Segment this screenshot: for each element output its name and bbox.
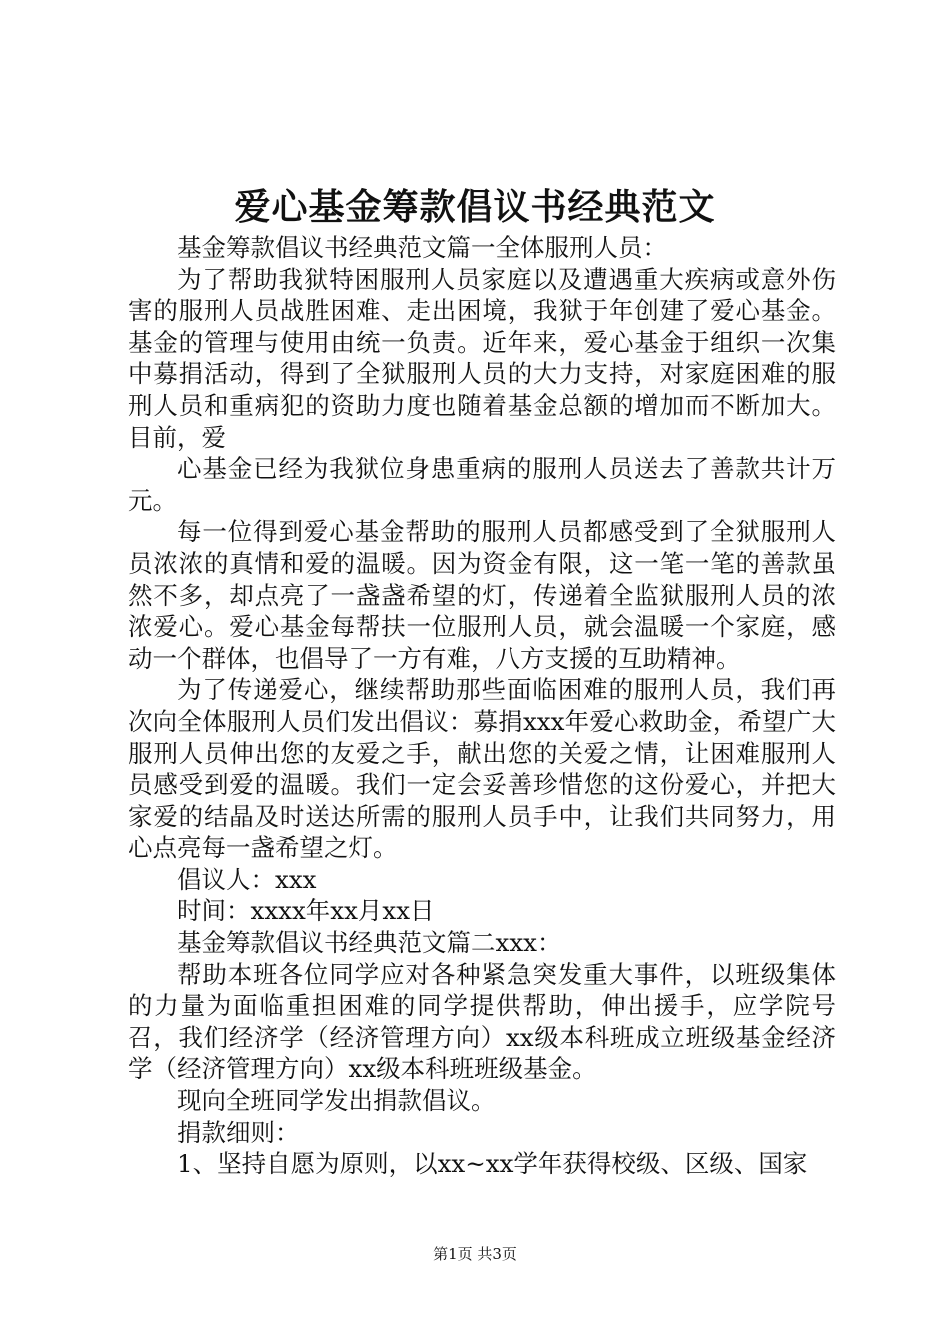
paragraph: 为了传递爱心，继续帮助那些面临困难的服刑人员，我们再次向全体服刑人员们发出倡议：募捐xxx年爱心救助金，希望广大服刑人员伸出您的友爱之手，献出您的关爱之情，让困难服刑人员感受到爱的温暖。我们一定会妥善珍惜您的这份爱心，并把大家爱的结晶及时送达所需的服刑人员手中，让我们共同努力，用心点亮每一盏希望之灯。 (128, 675, 836, 863)
paragraph: 心基金已经为我狱位身患重病的服刑人员送去了善款共计万元。 (128, 454, 836, 515)
paragraph: 每一位得到爱心基金帮助的服刑人员都感受到了全狱服刑人员浓浓的真情和爱的温暖。因为资金有限，这一笔一笔的善款虽然不多，却点亮了一盏盏希望的灯，传递着全监狱服刑人员的浓浓爱心。爱心基金每帮扶一位服刑人员，就会温暖一个家庭，感动一个群体，也倡导了一方有难，八方支援的互助精神。 (128, 517, 836, 673)
paragraph: 帮助本班各位同学应对各种紧急突发重大事件，以班级集体的力量为面临重担困难的同学提供帮助，伸出援手，应学院号召，我们经济学（经济管理方向）xx级本科班成立班级基金经济学（经济管理方向）xx级本科班班级基金。 (128, 959, 836, 1084)
document-body (128, 232, 836, 1180)
paragraph: 捐款细则： (177, 1117, 300, 1147)
paragraph: 1、坚持自愿为原则，以xx~xx学年获得校级、区级、国家 (177, 1149, 808, 1179)
paragraph: 现向全班同学发出捐款倡议。 (177, 1086, 496, 1116)
document-title: 爱心基金筹款倡议书经典范文 (234, 186, 716, 228)
paragraph: 倡议人：xxx (177, 864, 317, 894)
paragraph: 时间：xxxx年xx月xx日 (177, 896, 435, 926)
paragraph: 基金筹款倡议书经典范文篇二xxx： (177, 928, 562, 958)
paragraph: 基金筹款倡议书经典范文篇一全体服刑人员： (177, 233, 667, 262)
page-number-footer: 第1页 共3页 (433, 1245, 517, 1263)
paragraph: 为了帮助我狱特困服刑人员家庭以及遭遇重大疾病或意外伤害的服刑人员战胜困难、走出困境，我狱于年创建了爱心基金。基金的管理与使用由统一负责。近年来，爱心基金于组织一次集中募捐活动，得到了全狱服刑人员的大力支持，对家庭困难的服刑人员和重病犯的资助力度也随着基金总额的增加而不断加大。目前，爱 (128, 264, 836, 452)
